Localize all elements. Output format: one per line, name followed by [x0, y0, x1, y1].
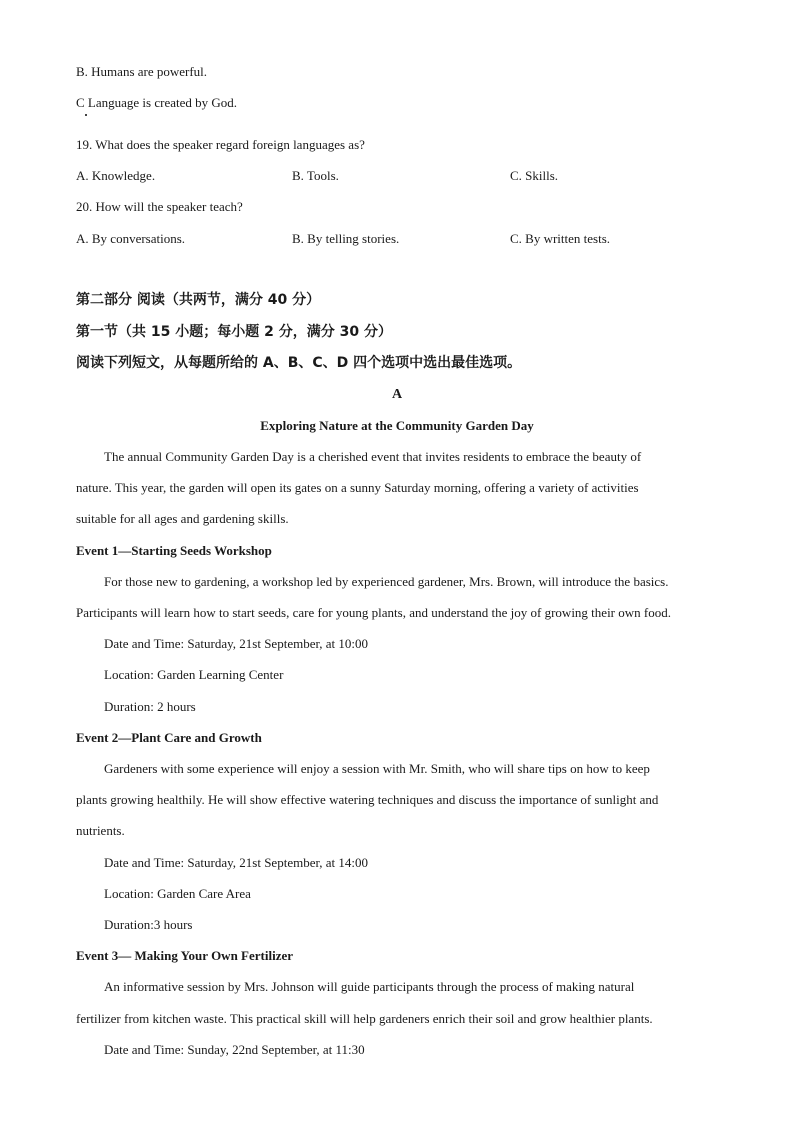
option-c-prev: C Language is created by God. — [76, 95, 238, 110]
option-b-prev: B. Humans are powerful. — [76, 64, 208, 79]
event-3-date: Date and Time: Sunday, 22nd September, at 11:30 — [104, 1042, 365, 1057]
question-20-option-b: B. By telling stories. — [292, 231, 400, 246]
intro-line: suitable for all ages and gardening skills. — [76, 511, 289, 526]
event-3-body-line: fertilizer from kitchen waste. This practical skill will help gardeners enrich their soil and grow healthier plants. — [76, 1011, 653, 1026]
event-2-date: Date and Time: Saturday, 21st September, at 14:00 — [104, 855, 369, 870]
event-1-body-line: For those new to gardening, a workshop led by experienced gardener, Mrs. Brown, will introduce the basics. — [104, 574, 669, 589]
event-2-body-line: plants growing healthily. He will show effective watering techniques and discuss the importance of sunlight and — [76, 792, 659, 807]
question-20-stem: 20. How will the speaker teach? — [76, 199, 243, 214]
event-1-date: Date and Time: Saturday, 21st September, at 10:00 — [104, 636, 369, 651]
passage-title: Exploring Nature at the Community Garden Day — [260, 418, 534, 433]
event-2-body-line: Gardeners with some experience will enjoy a session with Mr. Smith, who will share tips on how to keep — [104, 761, 650, 776]
section-one-heading: 第一节（共 15 小题；每小题 2 分，满分 30 分） — [76, 324, 392, 340]
event-2-heading: Event 2—Plant Care and Growth — [76, 730, 262, 745]
event-3-heading: Event 3— Making Your Own Fertilizer — [76, 948, 294, 963]
part-two-heading: 第二部分 阅读（共两节，满分 40 分） — [76, 292, 321, 308]
intro-line: nature. This year, the garden will open its gates on a sunny Saturday morning, offering a variety of activities — [76, 480, 639, 495]
reading-instruction: 阅读下列短文，从每题所给的 A、B、C、D 四个选项中选出最佳选项。 — [76, 355, 522, 371]
question-20-option-a: A. By conversations. — [76, 231, 186, 246]
question-19-option-a: A. Knowledge. — [76, 168, 156, 183]
event-2-duration: Duration:3 hours — [104, 917, 193, 932]
question-19-option-b: B. Tools. — [292, 168, 339, 183]
question-19-stem: 19. What does the speaker regard foreign languages as? — [76, 137, 365, 152]
question-20-option-c: C. By written tests. — [510, 231, 611, 246]
event-1-duration: Duration: 2 hours — [104, 699, 196, 714]
event-1-body-line: Participants will learn how to start seeds, care for young plants, and understand the joy of growing their own food. — [76, 605, 671, 620]
stray-dot — [85, 114, 87, 116]
event-3-body-line: An informative session by Mrs. Johnson will guide participants through the process of making natural — [104, 979, 635, 994]
event-2-body-line: nutrients. — [76, 823, 125, 838]
intro-line: The annual Community Garden Day is a cherished event that invites residents to embrace the beauty of — [104, 449, 642, 464]
question-19-option-c: C. Skills. — [510, 168, 559, 183]
passage-letter: A — [391, 387, 403, 402]
event-1-location: Location: Garden Learning Center — [104, 667, 284, 682]
event-1-heading: Event 1—Starting Seeds Workshop — [76, 543, 272, 558]
event-2-location: Location: Garden Care Area — [104, 886, 251, 901]
